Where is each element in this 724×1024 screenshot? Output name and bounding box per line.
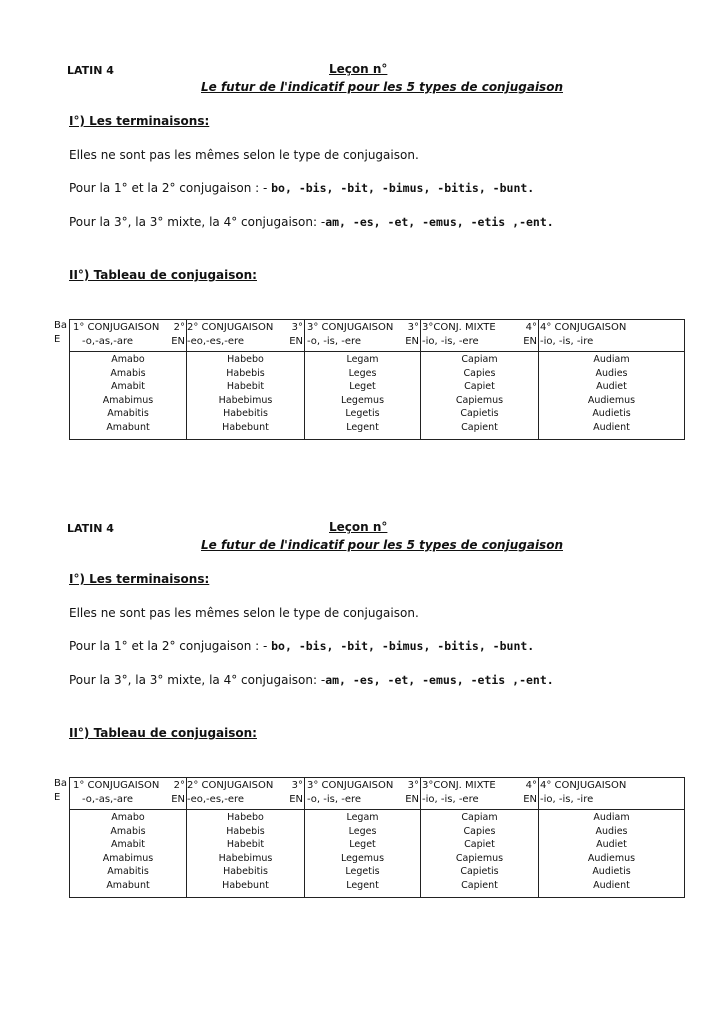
list-item: Amabit <box>111 381 145 392</box>
list-item: Habebo <box>227 812 264 823</box>
endings-line-2-values: am, -es, -et, -emus, -etis ,-ent. <box>325 673 554 687</box>
list-item: Legetis <box>345 408 380 419</box>
list-item: Legemus <box>340 852 385 864</box>
list-item: Habebitis <box>223 408 268 419</box>
forms-column-4 <box>421 353 538 434</box>
forms-column-1 <box>70 353 186 434</box>
list-item: Habebis <box>226 825 265 837</box>
column-header-1 <box>73 320 159 352</box>
overflow-top: 2° <box>173 322 185 333</box>
forms-column-2 <box>187 353 304 434</box>
section-heading-table: II°) Tableau de conjugaison: <box>69 726 257 740</box>
column-overflow-1 <box>168 320 185 349</box>
list-item: Amabit <box>111 839 145 850</box>
list-item: Legam <box>346 354 379 365</box>
list-item: Habebitis <box>223 866 268 877</box>
lesson-label: Leçon n° <box>329 62 388 76</box>
list-item: Habebit <box>226 839 265 850</box>
endings-line-1 <box>69 639 534 653</box>
overflow-top: 3° <box>407 780 419 791</box>
column-infinitive: -o,-as,-are <box>82 794 133 805</box>
list-item: Audiam <box>593 354 630 365</box>
endings-line-1-prefix: Pour la 1° et la 2° conjugaison : - <box>69 639 272 653</box>
list-item: Capient <box>461 879 498 891</box>
forms-column-5 <box>539 353 684 434</box>
conjugation-table <box>54 777 684 898</box>
overflow-top: 3° <box>291 322 303 333</box>
forms-column-4 <box>421 811 538 892</box>
forms-column-3 <box>305 353 420 434</box>
lesson-label: Leçon n° <box>329 520 388 534</box>
list-item: Audiet <box>596 381 627 392</box>
column-title: 3°CONJ. MIXTE <box>422 322 496 333</box>
list-item: Capiam <box>461 354 498 365</box>
endings-line-2 <box>69 215 554 229</box>
column-infinitive: -eo,-es,-ere <box>187 794 245 805</box>
column-title: 3° CONJUGAISON <box>307 780 394 791</box>
list-item: Audiam <box>593 812 630 823</box>
table-grid <box>69 319 685 440</box>
list-item: Audies <box>595 367 628 379</box>
list-item: Amabis <box>110 367 146 379</box>
gutter-line-1: Ba <box>54 320 67 331</box>
list-item: Leges <box>348 367 377 379</box>
list-item: Habebunt <box>222 879 269 891</box>
list-item: Audies <box>595 825 628 837</box>
list-item: Capiemus <box>455 394 504 406</box>
overflow-top: 4° <box>525 322 537 333</box>
column-overflow-2 <box>286 320 303 349</box>
gutter-line-2: E <box>54 334 61 345</box>
endings-line-1-values: bo, -bis, -bit, -bimus, -bitis, -bunt. <box>271 181 535 195</box>
list-item: Audient <box>593 421 630 433</box>
list-item: Amabitis <box>107 866 149 877</box>
column-header-1 <box>73 778 159 810</box>
list-item: Amabo <box>111 812 145 823</box>
list-item: Habebo <box>227 354 264 365</box>
overflow-bottom: EN <box>289 794 303 805</box>
list-item: Legent <box>346 421 379 433</box>
column-infinitive: -eo,-es,-ere <box>187 336 245 347</box>
list-item: Leges <box>348 825 377 837</box>
overflow-top: 3° <box>407 322 419 333</box>
list-item: Capiet <box>464 381 495 392</box>
endings-line-2 <box>69 673 554 687</box>
list-item: Legemus <box>340 394 385 406</box>
endings-line-1-values: bo, -bis, -bit, -bimus, -bitis, -bunt. <box>271 639 535 653</box>
list-item: Amabimus <box>102 394 154 406</box>
table-grid <box>69 777 685 898</box>
list-item: Legam <box>346 812 379 823</box>
list-item: Habebit <box>226 381 265 392</box>
overflow-top: 3° <box>291 780 303 791</box>
list-item: Legent <box>346 879 379 891</box>
list-item: Amabitis <box>107 408 149 419</box>
list-item: Leget <box>349 839 376 850</box>
gutter-line-2: E <box>54 792 61 803</box>
column-overflow-3 <box>402 320 419 349</box>
column-title: 1° CONJUGAISON <box>73 780 160 791</box>
list-item: Habebimus <box>218 852 273 864</box>
column-overflow-4 <box>520 320 537 349</box>
overflow-bottom: EN <box>523 336 537 347</box>
list-item: Capietis <box>460 408 499 419</box>
column-title: 4° CONJUGAISON <box>540 780 627 791</box>
list-item: Audietis <box>592 866 631 877</box>
worksheet-copy-1 <box>0 0 724 460</box>
list-item: Audietis <box>592 408 631 419</box>
forms-column-1 <box>70 811 186 892</box>
overflow-top: 2° <box>173 780 185 791</box>
column-header-2 <box>187 778 273 810</box>
column-title: 2° CONJUGAISON <box>187 322 274 333</box>
overflow-bottom: EN <box>523 794 537 805</box>
list-item: Amabis <box>110 825 146 837</box>
list-item: Amabunt <box>106 421 150 433</box>
list-item: Capies <box>463 825 496 837</box>
column-infinitive: -io, -is, -ire <box>540 336 594 347</box>
forms-column-5 <box>539 811 684 892</box>
overflow-bottom: EN <box>405 794 419 805</box>
endings-line-2-prefix: Pour la 3°, la 3° mixte, la 4° conjugaison: - <box>69 673 326 687</box>
column-overflow-4 <box>520 778 537 807</box>
course-label: LATIN 4 <box>67 522 114 535</box>
column-infinitive: -io, -is, -ire <box>540 794 594 805</box>
column-infinitive: -o,-as,-are <box>82 336 133 347</box>
table-gutter <box>54 777 68 805</box>
list-item: Habebimus <box>218 394 273 406</box>
section-heading-table: II°) Tableau de conjugaison: <box>69 268 257 282</box>
column-header-5 <box>540 778 626 810</box>
list-item: Amabunt <box>106 879 150 891</box>
list-item: Legetis <box>345 866 380 877</box>
intro-text: Elles ne sont pas les mêmes selon le type de conjugaison. <box>69 606 419 620</box>
column-header-4 <box>422 778 496 810</box>
column-header-3 <box>307 778 393 810</box>
list-item: Habebunt <box>222 421 269 433</box>
list-item: Amabimus <box>102 852 154 864</box>
column-title: 4° CONJUGAISON <box>540 322 627 333</box>
list-item: Capiet <box>464 839 495 850</box>
page-title: Le futur de l'indicatif pour les 5 types de conjugaison <box>201 80 563 94</box>
column-header-2 <box>187 320 273 352</box>
column-title: 3°CONJ. MIXTE <box>422 780 496 791</box>
list-item: Amabo <box>111 354 145 365</box>
column-infinitive: -o, -is, -ere <box>307 336 362 347</box>
column-title: 1° CONJUGAISON <box>73 322 160 333</box>
list-item: Habebis <box>226 367 265 379</box>
intro-text: Elles ne sont pas les mêmes selon le type de conjugaison. <box>69 148 419 162</box>
endings-line-1-prefix: Pour la 1° et la 2° conjugaison : - <box>69 181 272 195</box>
section-heading-endings: I°) Les terminaisons: <box>69 572 210 586</box>
list-item: Capies <box>463 367 496 379</box>
forms-column-2 <box>187 811 304 892</box>
endings-line-2-values: am, -es, -et, -emus, -etis ,-ent. <box>325 215 554 229</box>
column-overflow-3 <box>402 778 419 807</box>
list-item: Capient <box>461 421 498 433</box>
list-item: Leget <box>349 381 376 392</box>
page-title: Le futur de l'indicatif pour les 5 types de conjugaison <box>201 538 563 552</box>
list-item: Audiemus <box>587 852 636 864</box>
column-overflow-2 <box>286 778 303 807</box>
worksheet-copy-2 <box>0 458 724 918</box>
endings-line-2-prefix: Pour la 3°, la 3° mixte, la 4° conjugaison: - <box>69 215 326 229</box>
gutter-line-1: Ba <box>54 778 67 789</box>
column-header-4 <box>422 320 496 352</box>
overflow-bottom: EN <box>171 336 185 347</box>
column-infinitive: -io, -is, -ere <box>422 336 479 347</box>
overflow-bottom: EN <box>289 336 303 347</box>
column-title: 3° CONJUGAISON <box>307 322 394 333</box>
section-heading-endings: I°) Les terminaisons: <box>69 114 210 128</box>
column-infinitive: -io, -is, -ere <box>422 794 479 805</box>
table-gutter <box>54 319 68 347</box>
list-item: Audiet <box>596 839 627 850</box>
forms-column-3 <box>305 811 420 892</box>
column-overflow-1 <box>168 778 185 807</box>
column-infinitive: -o, -is, -ere <box>307 794 362 805</box>
list-item: Capietis <box>460 866 499 877</box>
endings-line-1 <box>69 181 534 195</box>
list-item: Capiam <box>461 812 498 823</box>
list-item: Audient <box>593 879 630 891</box>
column-header-5 <box>540 320 626 352</box>
conjugation-table <box>54 319 684 440</box>
column-header-3 <box>307 320 393 352</box>
overflow-top: 4° <box>525 780 537 791</box>
overflow-bottom: EN <box>405 336 419 347</box>
list-item: Capiemus <box>455 852 504 864</box>
course-label: LATIN 4 <box>67 64 114 77</box>
overflow-bottom: EN <box>171 794 185 805</box>
list-item: Audiemus <box>587 394 636 406</box>
column-title: 2° CONJUGAISON <box>187 780 274 791</box>
